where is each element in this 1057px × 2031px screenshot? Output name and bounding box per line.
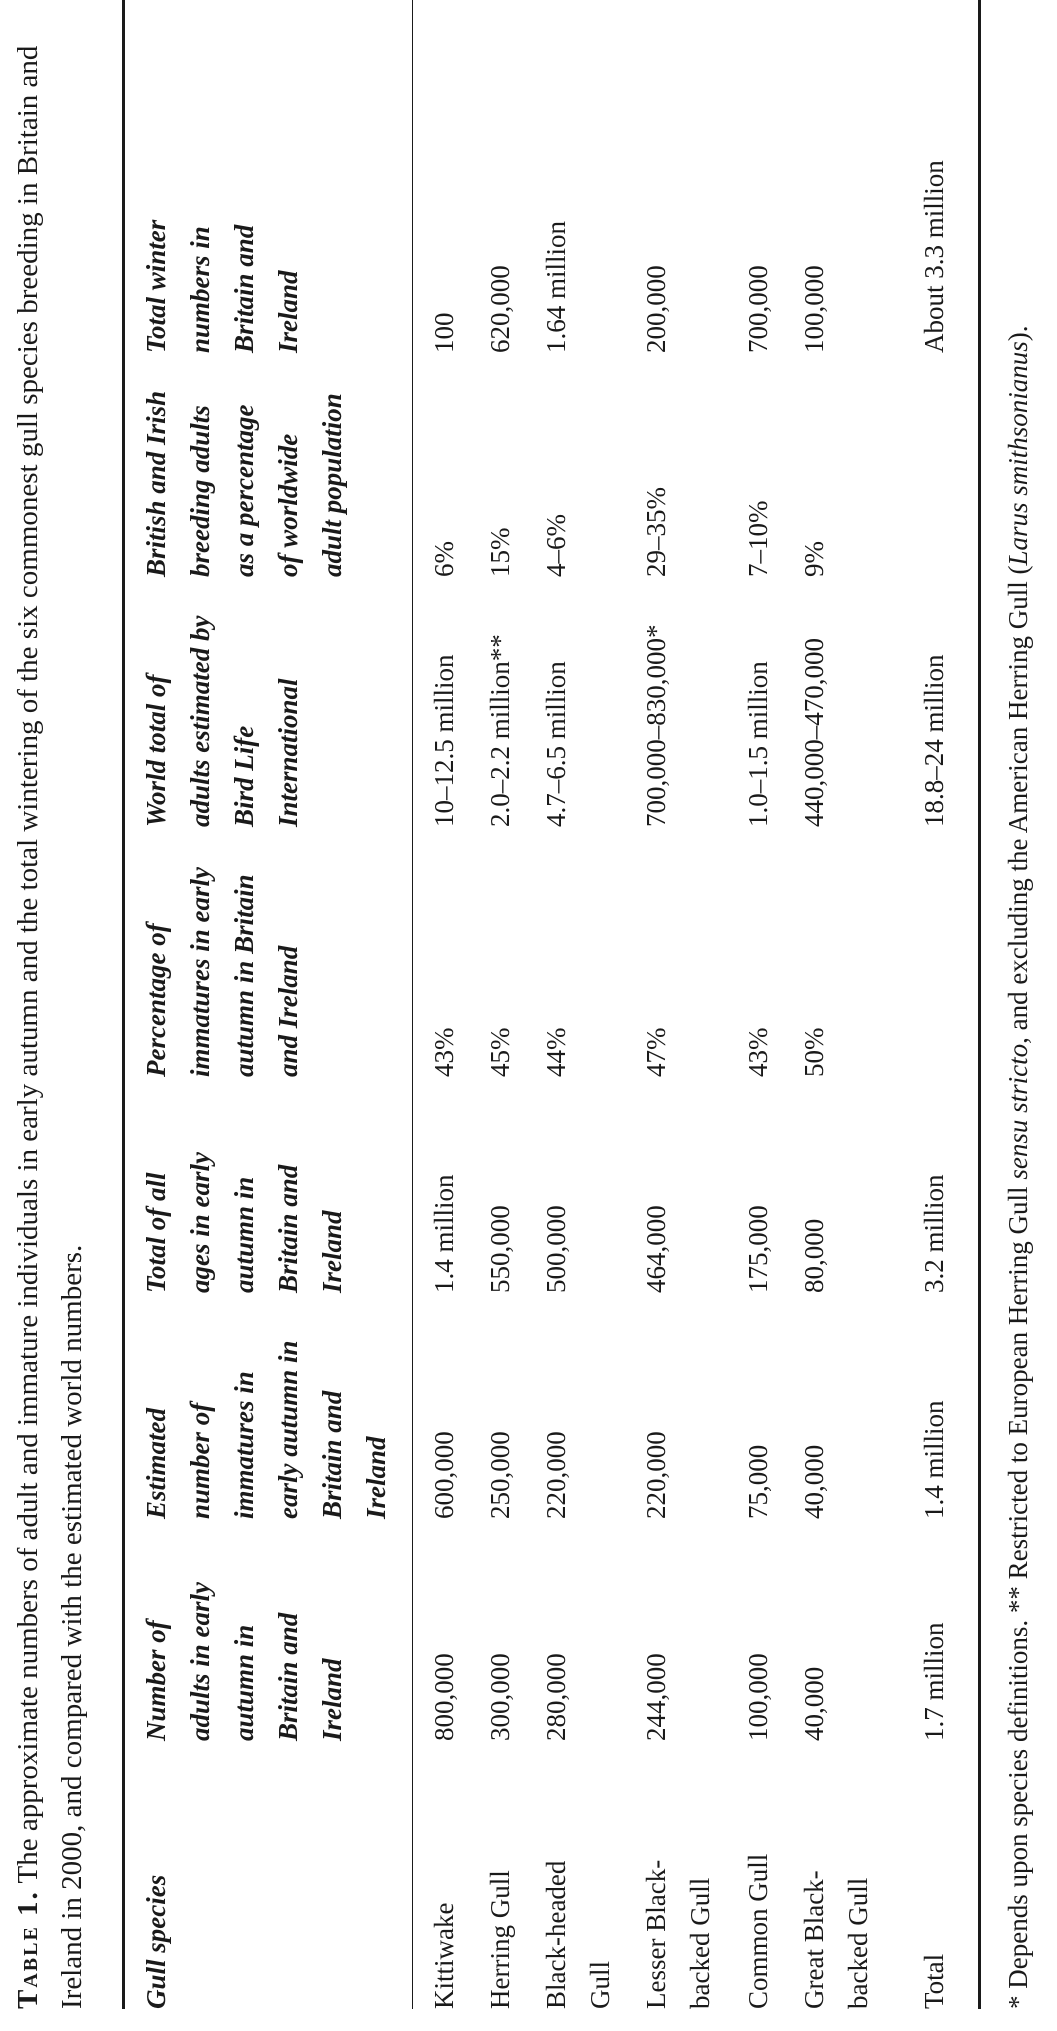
cell-total-ages: 1.4 million <box>429 1174 459 1293</box>
cell-immatures: 250,000 <box>485 1431 515 1519</box>
cell-winter: 700,000 <box>743 265 773 353</box>
cell-world-total: 440,000–470,000 <box>799 638 829 827</box>
cell-world-total: 1.0–1.5 million <box>743 661 773 827</box>
cell-world-total: 2.0–2.2 million** <box>485 634 515 827</box>
cell-species: Lesser Black-backed Gull <box>641 1859 715 2009</box>
header-species: Gull species <box>141 1874 171 2009</box>
table-label: Table 1. <box>12 1890 44 2009</box>
header-rule <box>412 0 413 2009</box>
header-world-total: World total of adults estimated by Bird Life International <box>141 615 303 827</box>
cell-immatures: 220,000 <box>541 1431 571 1519</box>
cell-total-ages: 175,000 <box>743 1205 773 1293</box>
cell-winter: 620,000 <box>485 265 515 353</box>
cell-adults: 244,000 <box>641 1653 671 1741</box>
cell-total-ages: 464,000 <box>641 1205 671 1293</box>
cell-total-ages: 80,000 <box>799 1218 829 1293</box>
cell-species: Common Gull <box>743 1853 773 2009</box>
total-label: Total <box>919 1953 949 2009</box>
table-caption <box>6 19 94 2009</box>
footnote-part-3: ). <box>1003 325 1033 342</box>
cell-winter: 1.64 million <box>541 220 571 353</box>
cell-immatures: 75,000 <box>743 1444 773 1519</box>
cell-immatures: 220,000 <box>641 1431 671 1519</box>
caption-text: The approximate numbers of adult and immature individuals in early autumn and the total wintering of the six commonest gull species breeding in Britain and Ireland in 2000, and compared with the estimated world numbers. <box>12 45 88 2009</box>
cell-adults: 280,000 <box>541 1653 571 1741</box>
cell-percentage: 45% <box>485 1027 515 1077</box>
cell-world-total: 10–12.5 million <box>429 654 459 827</box>
cell-total-ages: 550,000 <box>485 1205 515 1293</box>
cell-world-total: 700,000–830,000* <box>641 624 671 827</box>
cell-total-ages: 500,000 <box>541 1205 571 1293</box>
cell-species: Great Black-backed Gull <box>799 1870 873 2009</box>
cell-percentage: 47% <box>641 1027 671 1077</box>
cell-british-percentage: 6% <box>429 541 459 577</box>
cell-percentage: 43% <box>429 1027 459 1077</box>
header-winter-numbers: Total winter numbers in Britain and Ireland <box>141 219 303 353</box>
cell-percentage: 50% <box>799 1027 829 1077</box>
cell-winter: 200,000 <box>641 265 671 353</box>
cell-winter: 100,000 <box>799 265 829 353</box>
footnote-part-1: * Depends upon species definitions. ** Restricted to European Herring Gull <box>1003 1179 1033 2009</box>
footnote-italic-1: sensu stricto <box>1003 1043 1033 1180</box>
cell-adults: 100,000 <box>743 1653 773 1741</box>
total-all-ages: 3.2 million <box>919 1174 949 1293</box>
footnote-italic-2: Larus smithsonianus <box>1003 341 1033 566</box>
table-footnote <box>998 325 1038 2009</box>
cell-adults: 40,000 <box>799 1666 829 1741</box>
total-adults: 1.7 million <box>919 1622 949 1741</box>
total-immatures: 1.4 million <box>919 1400 949 1519</box>
top-rule <box>122 0 125 2009</box>
cell-world-total: 4.7–6.5 million <box>541 661 571 827</box>
header-total-ages: Total of all ages in early autumn in Britain and Ireland <box>141 1152 347 1293</box>
footnote-part-2: , and excluding the American Herring Gull ( <box>1003 565 1033 1044</box>
header-immatures: Estimated number of immatures in early autumn in Britain and Ireland <box>141 1340 391 1519</box>
cell-percentage: 44% <box>541 1027 571 1077</box>
cell-british-percentage: 7–10% <box>743 500 773 577</box>
header-percentage-immatures: Percentage of immatures in early autumn in Britain and Ireland <box>141 866 303 1077</box>
cell-british-percentage: 15% <box>485 527 515 577</box>
cell-percentage: 43% <box>743 1027 773 1077</box>
total-world: 18.8–24 million <box>919 654 949 827</box>
cell-british-percentage: 9% <box>799 541 829 577</box>
header-british-percentage: British and Irish breeding adults as a percentage of worldwide adult population <box>141 390 347 577</box>
cell-species: Black-headed Gull <box>541 1860 615 2009</box>
cell-winter: 100 <box>429 312 459 353</box>
cell-species: Herring Gull <box>485 1870 515 2009</box>
cell-adults: 800,000 <box>429 1653 459 1741</box>
cell-british-percentage: 29–35% <box>641 487 671 577</box>
header-adults: Number of adults in early autumn in Britain and Ireland <box>141 1581 347 1741</box>
cell-immatures: 40,000 <box>799 1444 829 1519</box>
cell-species: Kittiwake <box>429 1902 459 2009</box>
total-winter: About 3.3 million <box>919 160 949 353</box>
cell-immatures: 600,000 <box>429 1431 459 1519</box>
cell-adults: 300,000 <box>485 1653 515 1741</box>
bottom-rule <box>978 0 981 2009</box>
cell-british-percentage: 4–6% <box>541 514 571 577</box>
